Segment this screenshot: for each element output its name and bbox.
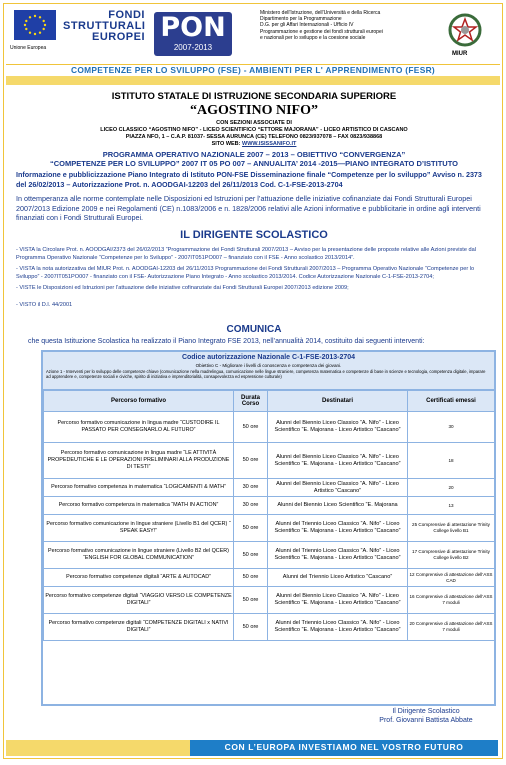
fondi-line-3: EUROPEI xyxy=(91,31,145,43)
cell-durata: 50 ore xyxy=(234,542,268,569)
informazione-paragraph: Informazione e pubblicizzazione Piano Integrato di Istituto PON-FSE Disseminazione finale “Competenze per lo sviluppo” Avviso n. 2373 del 26/02/2013 – Autorizzazione Prot. n. AOODGAI-12203 del 26/11/2013 Cod. C-1-FSE-2013-2704 xyxy=(16,170,482,189)
codice-text: Azione 1 - Interventi per lo sviluppo delle competenze chiave (comunicazione nella madrelingua, comunicazione nelle lingue straniere, competenza matematica e competenze di base in scienze e tecnologia, competenza digitale, imparare ad apprendere e, competenze sociali e civiche, spirito di iniziativa e imprenditorialità, consapevolezza ed espressione culturale) xyxy=(46,369,486,379)
eu-flag-icon xyxy=(14,10,56,40)
fondi-logo xyxy=(63,10,145,43)
programma-title: PROGRAMMA OPERATIVO NAZIONALE 2007 – 2013 – OBIETTIVO “CONVERGENZA” xyxy=(102,150,406,159)
cell-durata: 50 ore xyxy=(234,443,268,479)
cell-destinatari: Alunni del Triennio Liceo Artistico “Cascano” xyxy=(268,569,408,587)
cell-destinatari: Alunni del Triennio Liceo Classico “A. Nifo” - Liceo Scientifico “E. Majorana - Liceo Artistico “Cascano” xyxy=(268,614,408,641)
table-row xyxy=(44,443,495,479)
cell-percorso: Percorso formativo competenza in matematica “LOGICAMENTI & MATH” xyxy=(44,479,234,497)
codice-header xyxy=(43,352,494,390)
eu-caption: Unione Europea xyxy=(10,45,47,51)
italian-emblem-icon xyxy=(444,10,486,50)
competenze-text: COMPETENZE PER LO SVILUPPO (FSE) - AMBIENTI PER L' APPRENDIMENTO (FESR) xyxy=(70,65,436,75)
cell-percorso: Percorso formativo comunicazione in lingue straniere (Livello B2 del QCER) “ENGLISH FOR GLOBAL COMMUNICATION” xyxy=(44,542,234,569)
ministry-text xyxy=(260,10,438,41)
cell-durata: 30 ore xyxy=(234,479,268,497)
header-banner xyxy=(6,6,500,64)
yellow-divider xyxy=(6,76,500,85)
table-row xyxy=(44,515,495,542)
cell-durata: 50 ore xyxy=(234,614,268,641)
school-site xyxy=(4,141,504,147)
cell-percorso: Percorso formativo competenze digitali “ARTE & AUTOCAD” xyxy=(44,569,234,587)
pon-logo xyxy=(154,12,232,56)
cell-durata: 50 ore xyxy=(234,515,268,542)
footer-banner xyxy=(190,740,498,756)
cell-percorso: Percorso formativo comunicazione in lingua madre “CUSTODIRE IL PASSATO PER CONSEGNARLO AL FUTURO” xyxy=(44,412,234,443)
cell-percorso: Percorso formativo competenza in matematica “MATH IN ACTION” xyxy=(44,497,234,515)
cell-certificati: 18 xyxy=(408,443,495,479)
column-header: Destinatari xyxy=(268,391,408,412)
cell-destinatari: Alunni del Triennio Liceo Classico “A. Nifo” - Liceo Scientifico “E. Majorana - Liceo Artistico “Cascano” xyxy=(268,542,408,569)
cell-durata: 30 ore xyxy=(234,497,268,515)
table-row xyxy=(44,412,495,443)
cell-durata: 50 ore xyxy=(234,587,268,614)
table-header-row xyxy=(44,391,495,412)
cell-percorso: Percorso formativo comunicazione in lingua madre “LE ATTIVITÀ PROPEDEUTICHE E LE OPERAZIONI PRELIMINARI ALLA PRODUZIONE DI TESTI” xyxy=(44,443,234,479)
pon-years: 2007-2013 xyxy=(173,43,213,52)
cell-durata: 50 ore xyxy=(234,412,268,443)
footer-yellow-strip xyxy=(6,740,190,756)
visto-item: - VISTO il D.I. 44/2001 xyxy=(16,302,73,308)
cell-destinatari: Alunni del Biennio Liceo Classico “A. Nifo” - Liceo Scientifico “E. Majorana - Liceo Artistico “Cascano” xyxy=(268,412,408,443)
signature-block xyxy=(356,707,496,725)
cell-destinatari: Alunni del Biennio Liceo Scientifico “E. Majorana xyxy=(268,497,408,515)
cell-percorso: Percorso formativo competenze digitali “COMPETENZE DIGITALI x NATIVI DIGITALI” xyxy=(44,614,234,641)
table-row xyxy=(44,542,495,569)
interventi-table xyxy=(41,350,496,706)
cell-destinatari: Alunni del Biennio Liceo Classico “A. Nifo” - Liceo Artistico “Cascano” xyxy=(268,479,408,497)
cell-percorso: Percorso formativo comunicazione in lingue straniere (Livello B1 del QCER) “ SPEAK EASY!” xyxy=(44,515,234,542)
cell-certificati: 17 Comprensive di attestazione Trinity College livello B2 xyxy=(408,542,495,569)
cell-destinatari: Alunni del Biennio Liceo Classico “A. Nifo” - Liceo Scientifico “E. Majorana - Liceo Artistico “Cascano” xyxy=(268,587,408,614)
interventi-grid xyxy=(43,390,495,641)
sezioni-label: CON SEZIONI ASSOCIATE DI xyxy=(216,120,292,126)
visto-item: - VISTA la nota autorizzativa del MIUR Prot. n. AOODGAI-12203 del 26/11/2013 Programmazione dei Fondi Strutturali 2007/2013 – Programma Operativo Nazionale “Competenze per lo Sviluppo” - 2007IT051PO007 - finanziato con il FSE- Autorizzazione Piano Integrato - Anno scolastico 2013/2014. Codice Autorizzazione Nazionale C-1-FSE-2013-2704; xyxy=(16,266,475,280)
cell-destinatari: Alunni del Biennio Liceo Classico “A. Nifo” - Liceo Scientifico “E. Majorana - Liceo Artistico “Cascano” xyxy=(268,443,408,479)
cell-certificati: 12 Comprensive di attestazione dell’ASS CAD xyxy=(408,569,495,587)
dirigente-heading: IL DIRIGENTE SCOLASTICO xyxy=(180,229,328,241)
comunica-heading: COMUNICA xyxy=(226,324,282,335)
column-header: Certificati emessi xyxy=(408,391,495,412)
codice-title: Codice autorizzazione Nazionale C-1-FSE-2013-2704 xyxy=(181,354,356,361)
licei-list: LICEO CLASSICO “AGOSTINO NIFO” - LICEO SCIENTIFICO “ETTORE MAJORANA” - LICEO ARTISTICO DI CASCANO xyxy=(100,127,408,133)
ministry-line: Dipartimento per la Programmazione xyxy=(260,16,342,23)
column-header: Percorso formativo xyxy=(44,391,234,412)
table-row xyxy=(44,614,495,641)
codice-subtitle: Obiettivo C - Migliorare i livelli di conoscenza e competenza dei giovani. xyxy=(195,363,342,368)
fondi-line-2: STRUTTURALI xyxy=(63,20,146,32)
cell-percorso: Percorso formativo competenze digitali “VIAGGIO VERSO LE COMPETENZE DIGITALI” xyxy=(44,587,234,614)
site-link[interactable]: WWW.ISISSANIFO.IT xyxy=(242,141,297,147)
ministry-line: D.G. per gli Affari Internazionali - Ufficio IV xyxy=(260,22,354,29)
table-row xyxy=(44,479,495,497)
cell-certificati: 30 xyxy=(408,412,495,443)
cell-durata: 50 ore xyxy=(234,569,268,587)
istituto-title: ISTITUTO STATALE DI ISTRUZIONE SECONDARIA SUPERIORE xyxy=(111,91,397,102)
ministry-line: Ministero dell'Istruzione, dell'Università e della Ricerca xyxy=(260,10,381,16)
fondi-line-1: FONDI xyxy=(108,9,145,21)
cell-certificati: 20 Comprensive di attestazione dell’ASS 7 moduli xyxy=(408,614,495,641)
table-row xyxy=(44,497,495,515)
ministry-line: Programmazione e gestione dei fondi strutturali europei xyxy=(260,28,383,35)
visto-item: - VISTE le Disposizioni ed Istruzioni per l’attuazione delle iniziative cofinanziate dai Fondi Strutturali Europei 2007/2013 edizione 2009; xyxy=(16,285,349,291)
cell-certificati: 16 Comprensive di attestazione dell’ASS 7 moduli xyxy=(408,587,495,614)
miur-label: MIUR xyxy=(452,51,468,57)
school-address: PIAZZA NFO, 1 – C.A.P. 81037- SESSA AURUNCA (CE) TELEFONO 0823/937078 – FAX 0823/938868 xyxy=(125,134,383,140)
comunica-subtitle: che questa Istituzione Scolastica ha realizzato il Piano Integrato FSE 2013, nell’annualità 2014, costituito dai seguenti interventi: xyxy=(28,338,425,345)
column-header: Durata Corso xyxy=(234,391,268,412)
cell-certificati: 25 Comprensive di attestazione Trinity College livello B1 xyxy=(408,515,495,542)
visto-item: - VISTA la Circolare Prot. n. AOODGAI/2373 del 26/02/2013 “Programmazione dei Fondi Strutturali 2007/2013 – Avviso per la presentazione delle proposte relative alle Azioni previste dal Programma Operativo Nazionale “Competenze per lo Sviluppo” - 2007IT051PO007 – finanziato con il FSE - Anno scolastico 2013/2014”. xyxy=(16,247,476,261)
document-page xyxy=(3,3,503,759)
footer-text: CON L’EUROPA INVESTIAMO NEL VOSTRO FUTURO xyxy=(224,742,464,752)
table-row xyxy=(44,569,495,587)
cell-destinatari: Alunni del Triennio Liceo Classico “A. Nifo” - Liceo Scientifico “E. Majorana - Liceo Artistico “Cascano” xyxy=(268,515,408,542)
signature-name: Prof. Giovanni Battista Abbate xyxy=(379,717,473,724)
competenze-line: “COMPETENZE PER LO SVILUPPO” 2007 IT 05 PO 007 – ANNUALITA’ 2014 -2015—PIANO INTEGRATO D’ISTITUTO xyxy=(49,159,459,168)
school-name: “AGOSTINO NIFO” xyxy=(190,103,318,118)
pon-text: PON xyxy=(160,12,226,43)
site-label: SITO WEB: xyxy=(211,141,243,147)
signature-role: Il Dirigente Scolastico xyxy=(392,708,460,715)
ministry-line: e nazionali per lo sviluppo e la coesione sociale xyxy=(260,34,366,41)
cell-certificati: 13 xyxy=(408,497,495,515)
cell-certificati: 20 xyxy=(408,479,495,497)
ottemperanza-paragraph: In ottemperanza alle norme contemplate nelle Disposizioni ed Istruzioni per l’attuazione delle iniziative cofinanziate dai Fondi Strutturali Europei 2007/2013 Edizione 2009 e nei Regolamenti (CE) n.1083/2006 e n. 1828/2006 relativi alle Azioni informative e pubblicitarie in ordine agli interventi finanziati con i Fondi Strutturali Europei. xyxy=(16,194,481,222)
table-row xyxy=(44,587,495,614)
